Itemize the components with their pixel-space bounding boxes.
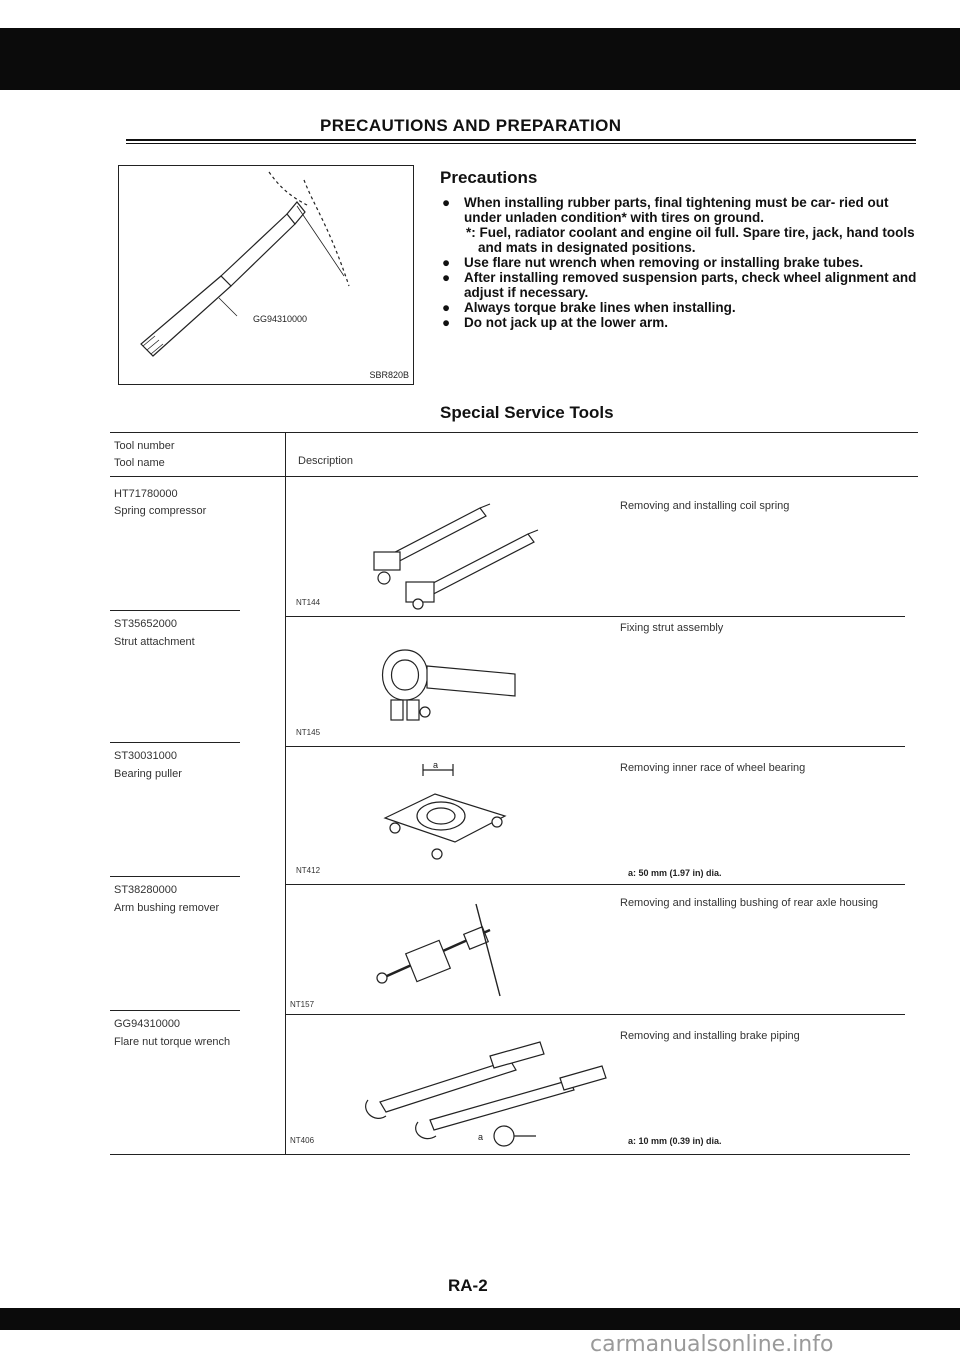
row-rule xyxy=(285,884,905,885)
strut-attachment-illustration xyxy=(365,630,535,730)
row-rule xyxy=(285,746,905,747)
row-rule xyxy=(285,1014,905,1015)
row-rule xyxy=(110,742,240,743)
tool-number: ST30031000 xyxy=(114,750,177,762)
tools-heading: Special Service Tools xyxy=(440,403,614,422)
tool-name: Arm bushing remover xyxy=(114,902,220,914)
tool-name: Bearing puller xyxy=(114,768,182,780)
tool-description: Removing and installing brake piping xyxy=(620,1030,800,1042)
svg-text:a: a xyxy=(478,1132,484,1142)
tool-number: GG94310000 xyxy=(114,1018,181,1030)
top-black-bar xyxy=(0,28,960,90)
tool-note: a: 10 mm (0.39 in) dia. xyxy=(628,1136,722,1146)
tool-number: ST38280000 xyxy=(114,884,177,896)
tool-name: Spring compressor xyxy=(114,505,207,517)
row-rule xyxy=(110,1010,240,1011)
precautions-list xyxy=(438,195,928,330)
row-rule xyxy=(110,610,240,611)
svg-text:a: a xyxy=(433,760,439,770)
tool-code: NT406 xyxy=(290,1136,315,1145)
figure-code: SBR820B xyxy=(369,370,409,380)
tool-code: NT144 xyxy=(296,598,321,607)
header-rule xyxy=(126,139,916,141)
tool-description: Removing and installing bushing of rear axle housing xyxy=(620,897,879,909)
precautions-heading: Precautions xyxy=(440,168,538,187)
precaution-item: ● When installing rubber parts, final tightening must be car- ried out under unladen condition* with tires on ground. xyxy=(442,195,889,225)
tool-code: NT145 xyxy=(296,728,321,737)
row-rule xyxy=(110,876,240,877)
precaution-footnote: *: Fuel, radiator coolant and engine oil full. Spare tire, jack, hand tools and mats in designated positions. xyxy=(466,225,915,255)
tool-name: Strut attachment xyxy=(114,636,195,648)
tool-code: NT412 xyxy=(296,866,321,875)
page-title: PRECAUTIONS AND PREPARATION xyxy=(320,116,622,135)
bottom-black-bar xyxy=(0,1308,960,1330)
col-header-tool-number: Tool number xyxy=(114,440,175,452)
figure-part-label: GG94310000 xyxy=(253,314,308,324)
tool-note: a: 50 mm (1.97 in) dia. xyxy=(628,868,722,878)
torque-wrench-illustration xyxy=(119,166,413,384)
table-top-rule xyxy=(110,432,918,433)
tool-description: Removing inner race of wheel bearing xyxy=(620,762,806,774)
watermark: carmanualsonline.info xyxy=(590,1332,834,1357)
tool-number: ST35652000 xyxy=(114,618,177,630)
row-rule xyxy=(285,616,905,617)
tool-description: Fixing strut assembly xyxy=(620,622,724,634)
table-header-rule xyxy=(110,476,918,477)
arm-bushing-remover-illustration xyxy=(370,900,530,1000)
spring-compressor-illustration xyxy=(360,500,550,610)
tool-code: NT157 xyxy=(290,1000,315,1009)
col-header-description: Description xyxy=(298,455,354,467)
bearing-puller-illustration xyxy=(375,758,515,868)
torque-wrench-figure xyxy=(118,165,414,385)
table-bottom-rule xyxy=(110,1154,910,1155)
flare-nut-wrench-illustration xyxy=(360,1040,610,1150)
precaution-item: ● Use flare nut wrench when removing or installing brake tubes. xyxy=(442,255,864,270)
precaution-item: ● Do not jack up at the lower arm. xyxy=(442,315,669,330)
precaution-item: ● Always torque brake lines when installing. xyxy=(442,300,736,315)
header-rule-thin xyxy=(126,143,916,144)
col-header-tool-name: Tool name xyxy=(114,457,165,469)
table-column-divider xyxy=(285,432,286,1154)
page-number: RA-2 xyxy=(448,1276,488,1295)
tool-description: Removing and installing coil spring xyxy=(620,500,790,512)
tool-name: Flare nut torque wrench xyxy=(114,1036,231,1048)
precaution-item: ● After installing removed suspension parts, check wheel alignment and adjust if necessary. xyxy=(442,270,917,300)
tool-number: HT71780000 xyxy=(114,488,178,500)
